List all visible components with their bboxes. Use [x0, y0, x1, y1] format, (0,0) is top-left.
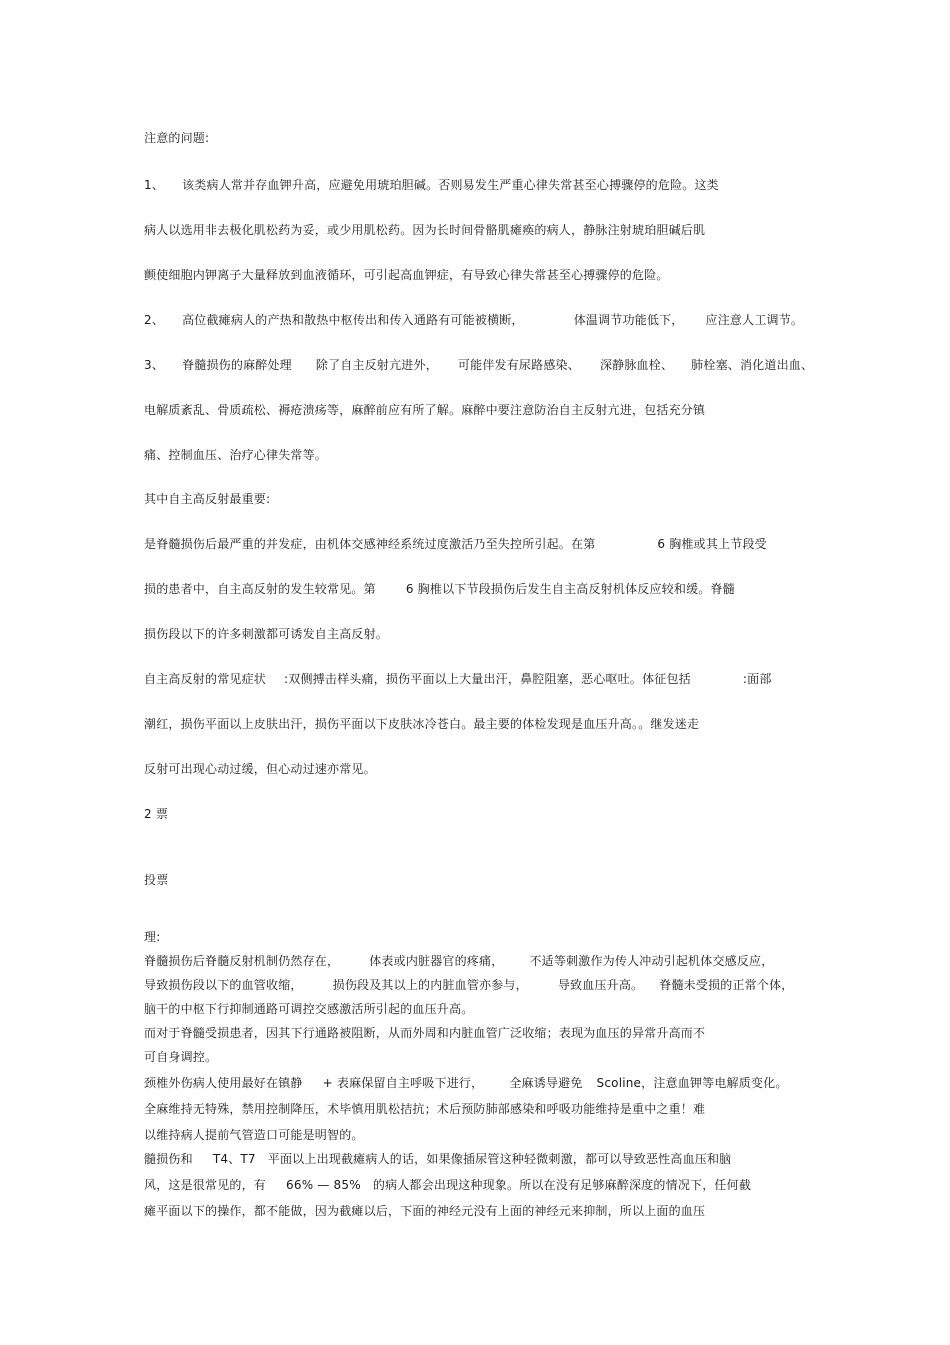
para-text: 6 胸椎以下节段损伤后发生自主高反射机体反应较和缓。脊髓 [405, 582, 735, 596]
item-number: 2、 [144, 313, 165, 327]
para-text: 颈椎外伤病人使用最好在镇静 [144, 1076, 303, 1090]
item-text: 脊髓损伤的麻醉处理 [182, 358, 292, 372]
item-number: 1、 [144, 178, 165, 192]
para-text: 脊髓未受损的正常个体， [659, 978, 794, 992]
mechanism-line-9 [144, 1151, 731, 1167]
item-1-line-2: 病人以选用非去极化肌松药为妥，或少用肌松药。因为长时间骨骼肌瘫痪的病人，静脉注射琥珀胆碱后肌 [144, 223, 706, 237]
mechanism-line-3: 脑干的中枢下行抑制通路可调控交感激活所引起的血压升高。 [144, 1002, 474, 1016]
para-text: 体表或内脏器官的疼痛， [369, 954, 504, 968]
para-1-line-1 [144, 536, 767, 552]
section-heading-notes: 注意的问题: [144, 131, 210, 145]
para-text: 导致损伤段以下的血管收缩， [144, 978, 303, 992]
item-3-line-3: 痛、控制血压、治疗心律失常等。 [144, 448, 328, 462]
item-text: 应注意人工调节。 [705, 313, 804, 327]
mechanism-line-7: 全麻维持无特殊，禁用控制降压，术毕慎用肌松拮抗；术后预防肺部感染和呼吸功能维持是重中之重！难 [144, 1102, 706, 1116]
mechanism-line-8: 以维持病人提前气管造口可能是明智的。 [144, 1128, 364, 1142]
item-1-line-1 [144, 177, 719, 193]
para-2-line-1 [144, 671, 772, 687]
item-text: 可能伴发有尿路感染、 [457, 358, 580, 372]
section-heading-autonomic: 其中自主高反射最重要: [144, 492, 271, 506]
para-text: 是脊髓损伤后最严重的并发症，由机体交感神经系统过度激活乃至失控所引起。在第 [144, 537, 596, 551]
mechanism-line-1 [144, 953, 773, 969]
mechanism-line-11: 瘫平面以下的操作，都不能做，因为截瘫以后，下面的神经元没有上面的神经元来抑制，所以上面的血压 [144, 1204, 706, 1218]
para-text: :面部 [742, 672, 772, 686]
para-text: 的病人都会出现这种现象。所以在没有足够麻醉深度的情况下，任何截 [372, 1178, 752, 1192]
para-text: 不适等刺激作为传人冲动引起机体交感反应， [529, 954, 774, 968]
item-1-line-3: 颤使细胞内钾离子大量释放到血液循环，可引起高血钾症，有导致心律失常甚至心搏骤停的危险。 [144, 268, 669, 282]
para-text: 6 胸椎或其上节段受 [657, 537, 767, 551]
item-text: 该类病人常并存血钾升高，应避免用琥珀胆碱。否则易发生严重心律失常甚至心搏骤停的危险。这类 [182, 178, 719, 192]
item-2-line [144, 312, 803, 328]
para-text: 平面以上出现截瘫病人的话，如果像插尿管这种轻微刺激，都可以导致恶性高血压和脑 [267, 1152, 732, 1166]
mechanism-line-4: 而对于脊髓受损患者，因其下行通路被阻断，从而外周和内脏血管广泛收缩；表现为血压的异常升高而不 [144, 1026, 706, 1040]
para-1-line-2 [144, 581, 735, 597]
para-text: Scoline，注意血钾等电解质变化。 [596, 1076, 788, 1090]
mechanism-line-5: 可自身调控。 [144, 1050, 218, 1064]
vote-count: 2 票 [144, 807, 169, 821]
para-text: 脊髓损伤后脊髓反射机制仍然存在， [144, 954, 340, 968]
para-text: 风，这是很常见的，有 [144, 1178, 267, 1192]
para-text: 髓损伤和 [144, 1152, 193, 1166]
item-number: 3、 [144, 358, 165, 372]
item-text: 高位截瘫病人的产热和散热中枢传出和传入通路有可能被横断， [182, 313, 524, 327]
para-text: 损伤段及其以上的内脏血管亦参与， [332, 978, 528, 992]
item-text: 除了自主反射亢进外， [315, 358, 438, 372]
para-text: + 表麻保留自主呼吸下进行， [322, 1076, 484, 1090]
para-2-line-2: 潮红，损伤平面以上皮肤出汗，损伤平面以下皮肤冰冷苍白。最主要的体检发现是血压升高。。继发迷走 [144, 717, 700, 731]
item-3-line-2: 电解质紊乱、骨质疏松、褥疮溃疡等，麻醉前应有所了解。麻醉中要注意防治自主反射亢进，包括充分镇 [144, 403, 706, 417]
para-text: 66% — 85% [286, 1178, 361, 1192]
section-heading-mechanism: 理: [144, 930, 161, 944]
mechanism-line-6 [144, 1075, 788, 1091]
mechanism-line-2 [144, 977, 793, 993]
para-1-line-3: 损伤段以下的许多刺激都可诱发自主高反射。 [144, 627, 389, 641]
para-text: 损的患者中，自主高反射的发生较常见。第 [144, 582, 376, 596]
item-text: 肺栓塞、消化道出血、 [691, 358, 814, 372]
vote-link[interactable]: 投票 [144, 873, 169, 887]
mechanism-line-10 [144, 1177, 751, 1193]
para-text: :双侧搏击样头痛，损伤平面以上大量出汗，鼻腔阻塞，恶心呕吐。体征包括 [284, 672, 691, 686]
para-text: 导致血压升高。 [557, 978, 644, 992]
para-2-line-3: 反射可出现心动过缓，但心动过速亦常见。 [144, 762, 376, 776]
item-3-line-1 [144, 357, 813, 373]
item-text: 深静脉血栓、 [599, 358, 674, 372]
para-text: 自主高反射的常见症状 [144, 672, 267, 686]
para-text: 全麻诱导避免 [509, 1076, 583, 1090]
para-text: T4、T7 [212, 1152, 256, 1166]
item-text: 体温调节功能低下， [573, 313, 684, 327]
